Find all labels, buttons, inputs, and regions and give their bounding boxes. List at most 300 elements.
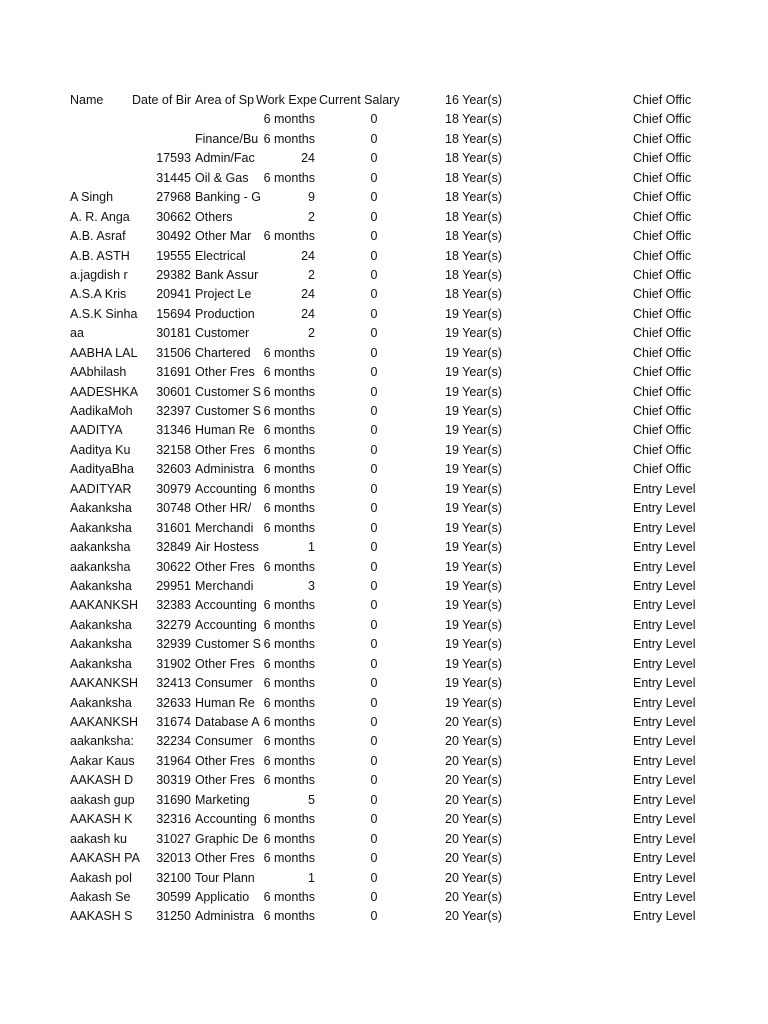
cell-name — [70, 130, 128, 149]
cell-age: 20 Year(s) — [445, 792, 502, 807]
cell-salary: 0 — [370, 209, 378, 224]
cell-dob: 31601 — [156, 520, 191, 535]
table-row — [0, 169, 768, 188]
cell-salary: 0 — [370, 384, 378, 399]
header-exp: Work Expe — [256, 93, 317, 107]
cell-dob: 31691 — [156, 365, 191, 380]
cell-name: AAKASH PA — [70, 851, 140, 866]
cell-level: Chief Offic — [633, 442, 692, 457]
cell-name: AADITYAR — [70, 481, 132, 496]
table-row — [0, 110, 768, 129]
cell-experience: 6 months — [263, 812, 315, 827]
cell-area: Accounting — [195, 481, 257, 496]
cell-age: 19 Year(s) — [445, 306, 502, 321]
cell-experience: 6 months — [263, 559, 315, 574]
cell-experience: 6 months — [263, 773, 315, 788]
cell-salary: 0 — [370, 598, 378, 613]
cell-dob: 30492 — [156, 229, 191, 244]
cell-level: Entry Level — [633, 851, 696, 866]
header-row — [0, 91, 768, 110]
cell-experience: 6 months — [263, 637, 315, 652]
cell-age: 19 Year(s) — [445, 345, 502, 360]
cell-experience: 6 months — [263, 384, 315, 399]
cell-age: 19 Year(s) — [445, 695, 502, 710]
cell-name: Aakanksha — [70, 656, 132, 671]
cell-dob — [128, 110, 191, 129]
cell-age: 19 Year(s) — [445, 520, 502, 535]
cell-salary: 0 — [370, 501, 378, 516]
cell-age: 19 Year(s) — [445, 637, 502, 652]
cell-level: Entry Level — [633, 831, 696, 846]
cell-salary: 0 — [370, 753, 378, 768]
cell-dob: 32939 — [156, 637, 191, 652]
cell-area: Administra — [195, 909, 255, 924]
cell-dob: 29382 — [156, 267, 191, 282]
cell-area: Applicatio — [195, 889, 250, 904]
cell-name: AadikaMoh — [70, 404, 133, 418]
cell-salary: 0 — [370, 365, 378, 380]
cell-name: A.S.A Kris — [70, 287, 127, 302]
cell-experience: 6 months — [263, 617, 315, 632]
cell-area: Accounting — [195, 812, 257, 827]
cell-salary: 0 — [370, 345, 378, 360]
cell-dob: 30319 — [156, 773, 191, 788]
cell-level: Entry Level — [633, 501, 696, 516]
cell-level: Entry Level — [633, 870, 696, 885]
cell-level: Entry Level — [633, 637, 696, 652]
cell-name: Aakanksha — [70, 695, 132, 710]
cell-age: 20 Year(s) — [445, 715, 502, 729]
cell-name: AAKANKSH — [70, 598, 139, 613]
cell-age: 19 Year(s) — [445, 481, 502, 496]
table-row — [0, 149, 768, 168]
cell-level: Entry Level — [633, 715, 696, 729]
header-level: Chief Offic — [633, 93, 692, 107]
cell-area: Project Le — [195, 287, 252, 302]
cell-area: Customer S — [195, 404, 261, 418]
cell-age: 19 Year(s) — [445, 656, 502, 671]
cell-experience: 6 months — [263, 598, 315, 613]
table-row — [0, 616, 768, 635]
cell-level: Chief Offic — [633, 267, 692, 282]
cell-salary: 0 — [370, 326, 378, 341]
cell-name: aakanksha — [70, 540, 131, 555]
cell-level: Chief Offic — [633, 209, 692, 224]
cell-area: Merchandi — [195, 578, 254, 593]
cell-experience: 2 — [308, 326, 315, 341]
cell-experience: 9 — [308, 190, 315, 205]
cell-level: Chief Offic — [633, 345, 692, 360]
cell-area: Accounting — [195, 617, 257, 632]
cell-salary: 0 — [370, 481, 378, 496]
cell-area: Other Fres — [195, 365, 255, 380]
cell-area: Other Fres — [195, 773, 255, 788]
spreadsheet — [0, 91, 768, 927]
cell-dob: 30662 — [156, 209, 191, 224]
cell-dob: 30601 — [156, 384, 191, 399]
cell-name: aakanksha — [70, 559, 131, 574]
table-row — [0, 499, 768, 518]
cell-level: Entry Level — [633, 617, 696, 632]
header-salary: Current Salary — [319, 93, 400, 107]
cell-experience: 6 months — [263, 851, 315, 866]
cell-experience: 1 — [308, 540, 315, 555]
cell-age: 20 Year(s) — [445, 773, 502, 788]
cell-salary: 0 — [370, 695, 378, 710]
cell-dob: 32603 — [156, 462, 191, 477]
cell-salary: 0 — [370, 909, 378, 924]
cell-name: AAKASH S — [70, 909, 133, 924]
cell-area: Oil & Gas — [195, 170, 249, 185]
cell-dob: 27968 — [156, 190, 191, 205]
cell-dob: 30599 — [156, 889, 191, 904]
cell-name: A Singh — [70, 190, 114, 205]
cell-area: Other Fres — [195, 656, 255, 671]
table-row — [0, 208, 768, 227]
table-row — [0, 519, 768, 538]
cell-name: AAKANKSH — [70, 676, 139, 691]
header-age: 16 Year(s) — [445, 93, 502, 107]
cell-name: a.jagdish r — [70, 267, 128, 282]
header-name: Name — [70, 93, 104, 107]
cell-age: 18 Year(s) — [445, 229, 502, 244]
cell-area: Admin/Fac — [195, 151, 255, 166]
cell-salary: 0 — [370, 287, 378, 302]
cell-name: Aakash pol — [70, 870, 132, 885]
cell-age: 20 Year(s) — [445, 870, 502, 885]
table-row — [0, 596, 768, 615]
cell-salary: 0 — [370, 734, 378, 749]
cell-level: Entry Level — [633, 812, 696, 827]
cell-age: 19 Year(s) — [445, 559, 502, 574]
cell-salary: 0 — [370, 131, 378, 146]
cell-salary: 0 — [370, 617, 378, 632]
cell-salary: 0 — [370, 423, 378, 438]
cell-dob: 32397 — [156, 404, 191, 418]
cell-name: aa — [70, 326, 84, 341]
cell-dob: 17593 — [156, 151, 191, 166]
cell-level: Entry Level — [633, 773, 696, 788]
table-row — [0, 752, 768, 771]
cell-name: A.B. ASTH — [70, 248, 130, 263]
cell-experience: 6 months — [263, 365, 315, 380]
cell-salary: 0 — [370, 190, 378, 205]
cell-age: 19 Year(s) — [445, 442, 502, 457]
cell-salary: 0 — [370, 170, 378, 185]
cell-area: Merchandi — [195, 520, 254, 535]
cell-age: 19 Year(s) — [445, 578, 502, 593]
cell-level: Chief Offic — [633, 384, 692, 399]
table-row — [0, 266, 768, 285]
table-row — [0, 577, 768, 596]
cell-dob: 30622 — [156, 559, 191, 574]
cell-dob: 32279 — [156, 617, 191, 632]
cell-experience: 6 months — [263, 656, 315, 671]
cell-experience: 6 months — [263, 404, 315, 418]
cell-experience: 24 — [301, 287, 315, 302]
cell-dob: 31250 — [156, 909, 191, 924]
cell-experience: 6 months — [263, 676, 315, 691]
cell-level: Entry Level — [633, 520, 696, 535]
cell-age: 19 Year(s) — [445, 462, 502, 477]
header-area: Area of Sp — [195, 93, 255, 107]
cell-dob: 31690 — [156, 792, 191, 807]
cell-age: 20 Year(s) — [445, 753, 502, 768]
cell-name: AAbhilash — [70, 365, 127, 380]
cell-name: Aakanksha — [70, 617, 132, 632]
table-row — [0, 771, 768, 790]
cell-area: Other Fres — [195, 851, 255, 866]
cell-age: 18 Year(s) — [445, 131, 502, 146]
cell-experience: 6 months — [263, 345, 315, 360]
cell-age: 19 Year(s) — [445, 365, 502, 380]
cell-area: Other Fres — [195, 559, 255, 574]
cell-level: Entry Level — [633, 578, 696, 593]
cell-dob: 32383 — [156, 598, 191, 613]
cell-dob: 31674 — [156, 715, 191, 729]
cell-level: Chief Offic — [633, 248, 692, 263]
cell-level: Entry Level — [633, 559, 696, 574]
table-row — [0, 421, 768, 440]
cell-dob: 19555 — [156, 248, 191, 263]
cell-salary: 0 — [370, 442, 378, 457]
cell-dob: 32234 — [156, 734, 191, 749]
cell-salary: 0 — [370, 715, 378, 729]
cell-area: Database A — [195, 715, 260, 729]
cell-level: Entry Level — [633, 753, 696, 768]
cell-level: Entry Level — [633, 792, 696, 807]
cell-dob: 15694 — [156, 306, 191, 321]
cell-name: AABHA LAL — [70, 345, 138, 360]
cell-salary: 0 — [370, 870, 378, 885]
cell-salary: 0 — [370, 404, 378, 418]
cell-salary: 0 — [370, 559, 378, 574]
cell-experience: 24 — [301, 306, 315, 321]
cell-area: Bank Assur — [195, 267, 259, 282]
cell-dob: 32633 — [156, 695, 191, 710]
cell-dob: 32100 — [156, 870, 191, 885]
cell-salary: 0 — [370, 831, 378, 846]
cell-salary: 0 — [370, 151, 378, 166]
cell-experience: 6 months — [263, 715, 315, 729]
cell-salary: 0 — [370, 656, 378, 671]
cell-level: Chief Offic — [633, 229, 692, 244]
cell-age: 20 Year(s) — [445, 812, 502, 827]
cell-area: Human Re — [195, 423, 255, 438]
cell-area: Human Re — [195, 695, 255, 710]
cell-dob — [128, 130, 191, 149]
cell-dob: 31346 — [156, 423, 191, 438]
cell-salary: 0 — [370, 812, 378, 827]
cell-name: AAKASH K — [70, 812, 133, 827]
cell-name: aakash ku — [70, 831, 127, 846]
cell-area: Production — [195, 306, 255, 321]
cell-age: 20 Year(s) — [445, 851, 502, 866]
cell-experience: 1 — [308, 870, 315, 885]
table-body — [0, 110, 768, 926]
cell-salary: 0 — [370, 248, 378, 263]
cell-area: Electrical — [195, 248, 246, 263]
cell-age: 19 Year(s) — [445, 404, 502, 418]
cell-level: Entry Level — [633, 909, 696, 924]
cell-area: Consumer — [195, 734, 253, 749]
table-row — [0, 810, 768, 829]
cell-area: Other Fres — [195, 753, 255, 768]
cell-area: Consumer — [195, 676, 253, 691]
cell-name: AADITYA — [70, 423, 123, 438]
table-row — [0, 635, 768, 654]
cell-experience: 6 months — [263, 734, 315, 749]
cell-salary: 0 — [370, 520, 378, 535]
cell-name: Aakanksha — [70, 578, 132, 593]
table-row — [0, 869, 768, 888]
cell-experience: 24 — [301, 151, 315, 166]
cell-salary: 0 — [370, 578, 378, 593]
cell-experience: 6 months — [263, 481, 315, 496]
table-row — [0, 830, 768, 849]
cell-experience: 2 — [308, 209, 315, 224]
cell-age: 18 Year(s) — [445, 287, 502, 302]
cell-dob: 31964 — [156, 753, 191, 768]
table-row — [0, 344, 768, 363]
cell-salary: 0 — [370, 851, 378, 866]
cell-salary: 0 — [370, 792, 378, 807]
table-row — [0, 791, 768, 810]
cell-level: Entry Level — [633, 598, 696, 613]
cell-name: AADESHKA — [70, 384, 139, 399]
cell-dob: 31445 — [156, 170, 191, 185]
cell-experience: 6 months — [263, 170, 315, 185]
cell-area: Banking - G — [195, 190, 262, 205]
cell-age: 18 Year(s) — [445, 190, 502, 205]
cell-area: Administra — [195, 462, 255, 477]
cell-area: Marketing — [195, 792, 250, 807]
cell-area: Graphic De — [195, 831, 259, 846]
table-row — [0, 402, 768, 421]
cell-level: Chief Offic — [633, 423, 692, 438]
cell-salary: 0 — [370, 637, 378, 652]
cell-salary: 0 — [370, 112, 378, 127]
cell-dob: 30181 — [156, 326, 191, 341]
cell-salary: 0 — [370, 267, 378, 282]
cell-experience: 6 months — [263, 501, 315, 516]
cell-age: 20 Year(s) — [445, 889, 502, 904]
cell-level: Chief Offic — [633, 170, 692, 185]
table-row — [0, 538, 768, 557]
cell-name: AadityaBha — [70, 462, 134, 477]
cell-age: 18 Year(s) — [445, 112, 502, 127]
cell-level: Chief Offic — [633, 462, 692, 477]
cell-experience: 3 — [308, 578, 315, 593]
cell-age: 18 Year(s) — [445, 248, 502, 263]
cell-name: Aaditya Ku — [70, 442, 131, 457]
cell-experience: 6 months — [263, 229, 315, 244]
table-row — [0, 305, 768, 324]
table-row — [0, 558, 768, 577]
table-row — [0, 849, 768, 868]
cell-experience: 24 — [301, 248, 315, 263]
cell-dob: 32013 — [156, 851, 191, 866]
cell-dob: 32158 — [156, 442, 191, 457]
cell-name: AAKANKSH — [70, 715, 139, 729]
table-row — [0, 907, 768, 926]
cell-name: aakanksha: — [70, 734, 134, 749]
cell-area: Accounting — [195, 598, 257, 613]
cell-area: Tour Plann — [195, 870, 255, 885]
table-row — [0, 713, 768, 732]
cell-dob: 31902 — [156, 656, 191, 671]
cell-level: Chief Offic — [633, 287, 692, 302]
cell-age: 19 Year(s) — [445, 676, 502, 691]
cell-age: 18 Year(s) — [445, 170, 502, 185]
cell-name — [70, 149, 128, 168]
cell-area: Other Mar — [195, 229, 252, 244]
cell-experience: 6 months — [263, 462, 315, 477]
table-row — [0, 460, 768, 479]
cell-level: Chief Offic — [633, 151, 692, 166]
cell-experience: 6 months — [263, 442, 315, 457]
cell-experience: 6 months — [263, 131, 315, 146]
cell-level: Chief Offic — [633, 190, 692, 205]
cell-level: Chief Offic — [633, 306, 692, 321]
cell-level: Chief Offic — [633, 112, 692, 127]
table-row — [0, 247, 768, 266]
cell-experience: 6 months — [263, 753, 315, 768]
cell-area: Chartered — [195, 345, 251, 360]
cell-experience: 2 — [308, 267, 315, 282]
cell-salary: 0 — [370, 773, 378, 788]
cell-age: 19 Year(s) — [445, 326, 502, 341]
cell-experience: 6 months — [263, 112, 315, 127]
cell-area: Customer S — [195, 637, 261, 652]
cell-name: Aakar Kaus — [70, 753, 135, 768]
cell-experience: 6 months — [263, 520, 315, 535]
cell-area: Customer S — [195, 384, 261, 399]
table-row — [0, 441, 768, 460]
cell-age: 18 Year(s) — [445, 209, 502, 224]
table-row — [0, 674, 768, 693]
table-row — [0, 363, 768, 382]
cell-age: 19 Year(s) — [445, 423, 502, 438]
cell-experience: 6 months — [263, 889, 315, 904]
cell-level: Entry Level — [633, 889, 696, 904]
cell-name — [70, 110, 128, 129]
cell-age: 19 Year(s) — [445, 598, 502, 613]
cell-age: 19 Year(s) — [445, 384, 502, 399]
cell-age: 19 Year(s) — [445, 501, 502, 516]
cell-level: Entry Level — [633, 656, 696, 671]
cell-salary: 0 — [370, 306, 378, 321]
cell-area: Air Hostess — [195, 540, 259, 555]
cell-area: Customer — [195, 326, 250, 341]
cell-level: Entry Level — [633, 676, 696, 691]
cell-level: Entry Level — [633, 695, 696, 710]
table-row — [0, 130, 768, 149]
cell-age: 18 Year(s) — [445, 151, 502, 166]
cell-name: aakash gup — [70, 792, 135, 807]
cell-level: Entry Level — [633, 734, 696, 749]
cell-experience: 6 months — [263, 909, 315, 924]
cell-dob: 20941 — [156, 287, 191, 302]
cell-age: 19 Year(s) — [445, 617, 502, 632]
cell-age: 20 Year(s) — [445, 734, 502, 749]
cell-dob: 32849 — [156, 540, 191, 555]
table-row — [0, 227, 768, 246]
cell-area: Finance/Bu — [195, 131, 259, 146]
cell-name: A.B. Asraf — [70, 229, 126, 244]
cell-age: 19 Year(s) — [445, 540, 502, 555]
cell-level: Chief Offic — [633, 365, 692, 380]
